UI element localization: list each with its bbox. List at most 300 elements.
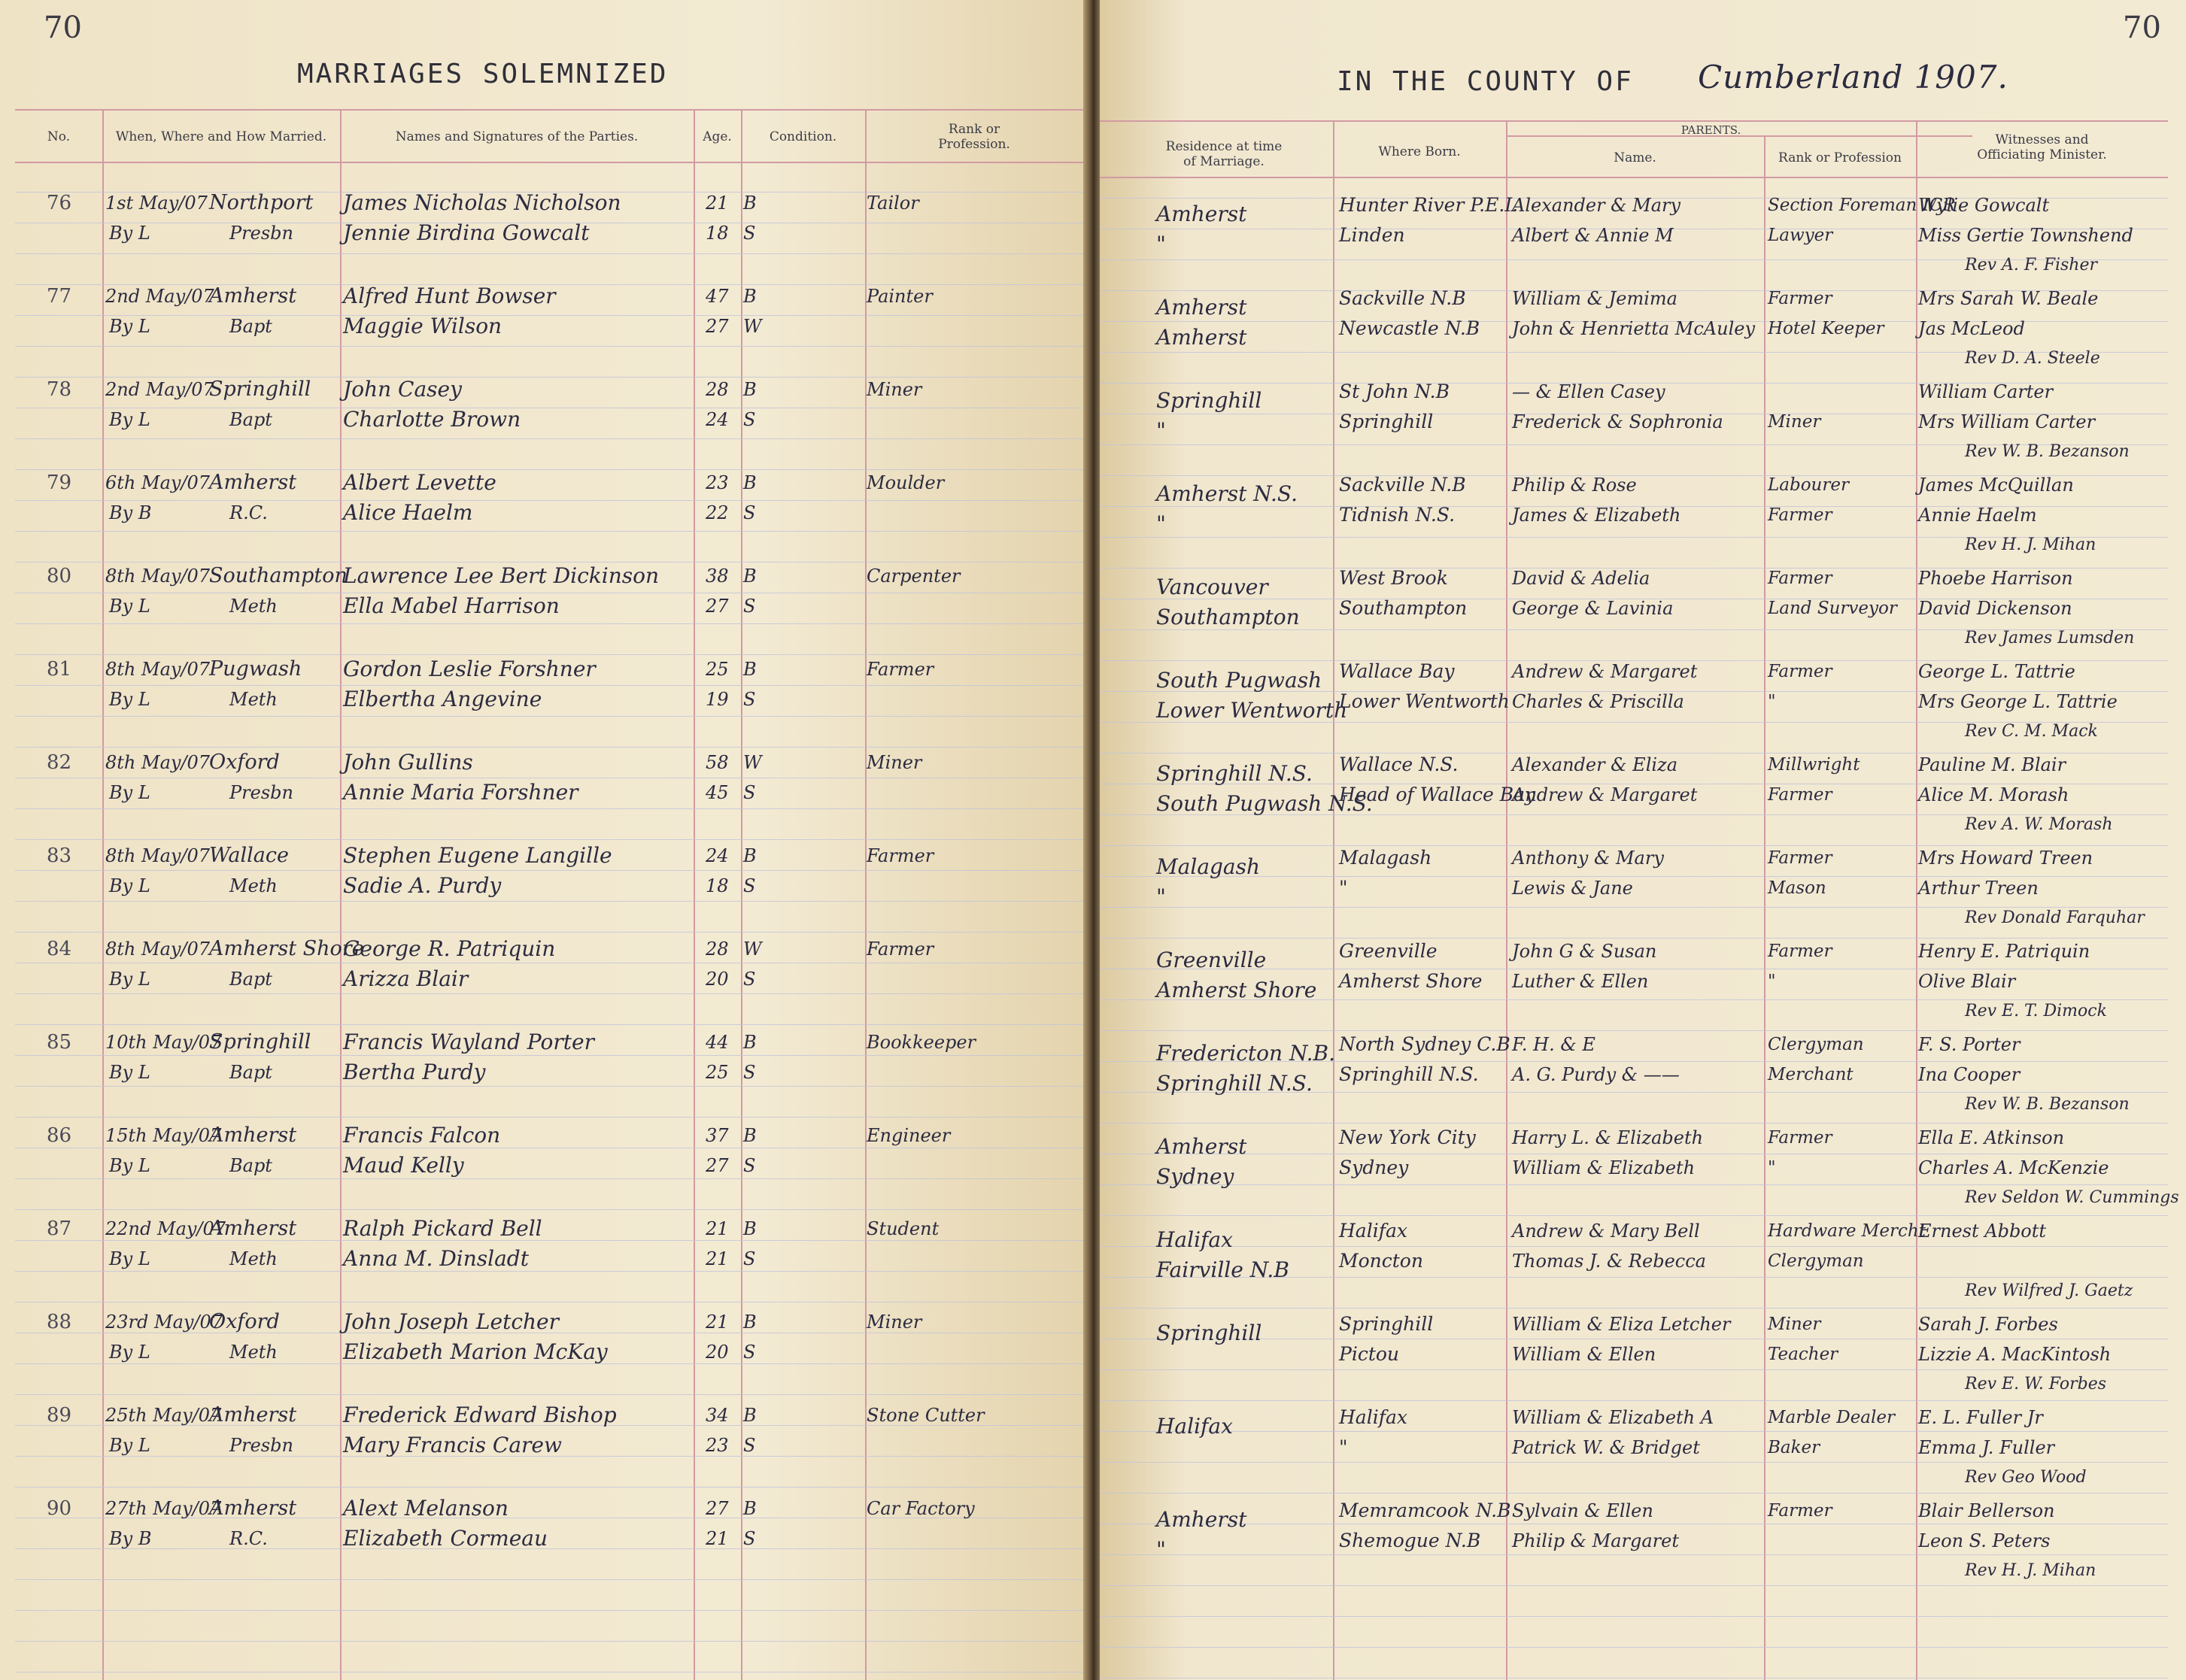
groom-condition: B — [743, 1405, 757, 1426]
bride-age: 27 — [706, 316, 729, 337]
bride-age: 22 — [706, 502, 729, 523]
groom-residence: Springhill — [1156, 388, 1262, 413]
bride-parents: William & Elizabeth — [1512, 1157, 1696, 1178]
groom-condition: B — [743, 379, 757, 400]
denomination: Meth — [229, 1248, 278, 1269]
bride-residence: Southampton — [1156, 605, 1300, 629]
ruled-line — [15, 901, 1083, 902]
header-where-born: Where Born. — [1378, 144, 1461, 159]
groom-name: Stephen Eugene Langille — [343, 843, 612, 868]
bride-birthplace: Pictou — [1339, 1343, 1400, 1365]
officiating-minister: Rev Wilfred J. Gaetz — [1965, 1281, 2133, 1300]
header-bottom-rule — [15, 162, 1083, 163]
groom-condition: W — [743, 939, 762, 960]
groom-birthplace: North Sydney C.B — [1339, 1033, 1510, 1055]
header-parents: PARENTS. — [1680, 123, 1741, 137]
ruled-line — [15, 1271, 1083, 1272]
bride-condition: S — [743, 1155, 756, 1176]
bride-age: 25 — [706, 1062, 729, 1083]
ruled-line — [1100, 1462, 2168, 1463]
ruled-line — [1100, 1554, 2168, 1555]
bride-condition: S — [743, 969, 756, 990]
bride-condition: S — [743, 1342, 756, 1363]
groom-residence: Amherst — [1156, 1134, 1247, 1159]
marriage-place: Amherst — [209, 1497, 297, 1520]
marriage-place: Oxford — [209, 751, 280, 774]
bride-name: Jennie Birdina Gowcalt — [343, 220, 590, 245]
groom-residence: Halifax — [1156, 1227, 1233, 1252]
groom-birthplace: New York City — [1339, 1127, 1476, 1148]
ruled-line — [15, 623, 1083, 624]
groom-father-rank: Farmer — [1768, 848, 1832, 868]
groom-rank: Car Factory — [867, 1498, 975, 1519]
ruled-line — [15, 1610, 1083, 1611]
bride-age: 27 — [706, 596, 729, 617]
groom-rank: Farmer — [867, 845, 934, 866]
bride-condition: S — [743, 409, 756, 430]
col-divider — [102, 109, 104, 1680]
bride-birthplace: " — [1339, 1436, 1348, 1458]
col-divider — [340, 109, 342, 1680]
ruled-line — [15, 1641, 1083, 1642]
witness-2: Alice M. Morash — [1918, 784, 2069, 805]
bride-condition: S — [743, 1528, 756, 1549]
marriage-place: Amherst — [209, 1124, 297, 1147]
ruled-line — [15, 1394, 1083, 1395]
bride-age: 45 — [706, 782, 729, 803]
groom-name: Francis Falcon — [343, 1123, 501, 1148]
ruled-line — [15, 870, 1083, 871]
bride-residence: Fairville N.B — [1156, 1257, 1289, 1282]
ruled-line — [15, 1548, 1083, 1549]
witness-2: Olive Blair — [1918, 971, 2016, 992]
groom-age: 58 — [706, 752, 729, 773]
ruled-line — [1100, 1369, 2168, 1370]
entry-number: 77 — [47, 285, 72, 308]
bride-name: Charlotte Brown — [343, 407, 521, 432]
right-page-title: IN THE COUNTY OF — [1337, 66, 1634, 97]
marriage-date: 2nd May/07 — [105, 379, 214, 400]
marriage-place: Southampton — [209, 564, 348, 587]
marriage-place: Amherst — [209, 471, 297, 494]
bride-father-rank: Land Surveyor — [1768, 599, 1897, 618]
ruled-line — [1100, 1184, 2168, 1185]
ruled-line — [15, 531, 1083, 532]
bride-parents: Patrick W. & Bridget — [1512, 1437, 1700, 1458]
groom-age: 27 — [706, 1498, 729, 1519]
witness-2: Emma J. Fuller — [1918, 1437, 2055, 1458]
groom-condition: B — [743, 1218, 757, 1239]
ruled-line — [15, 377, 1083, 378]
bride-father-rank: Hotel Keeper — [1768, 319, 1884, 338]
witness-1: Mrs Sarah W. Beale — [1918, 288, 2099, 309]
bride-birthplace: Springhill N.S. — [1339, 1063, 1479, 1085]
ruled-line — [15, 1178, 1083, 1179]
officiating-minister: Rev H. J. Mihan — [1965, 535, 2096, 554]
denomination: Bapt — [229, 1062, 272, 1083]
groom-condition: W — [743, 752, 762, 773]
witness-1: William Carter — [1918, 381, 2054, 402]
header-rank — [865, 122, 1083, 152]
bride-residence: Springhill N.S. — [1156, 1071, 1313, 1096]
license-or-banns: By B — [109, 502, 152, 523]
groom-rank: Tailor — [867, 193, 919, 214]
groom-condition: B — [743, 1498, 757, 1519]
witness-1: Ella E. Atkinson — [1918, 1127, 2065, 1148]
groom-age: 47 — [706, 286, 729, 307]
bride-name: Elbertha Angevine — [343, 687, 542, 711]
bride-name: Elizabeth Cormeau — [343, 1526, 548, 1551]
groom-rank: Farmer — [867, 659, 934, 680]
groom-name: Francis Wayland Porter — [343, 1030, 594, 1054]
bride-condition: S — [743, 223, 756, 244]
ruled-line — [15, 1024, 1083, 1025]
ruled-line — [15, 747, 1083, 748]
license-or-banns: By L — [109, 782, 150, 803]
bride-residence: South Pugwash N.S. — [1156, 791, 1373, 816]
header-witnesses-line1: Witnesses and — [1995, 132, 2089, 147]
bride-condition: S — [743, 875, 756, 896]
bride-father-rank: " — [1768, 972, 1776, 991]
bride-birthplace: Shemogue N.B — [1339, 1530, 1481, 1551]
groom-residence: Malagash — [1156, 854, 1261, 879]
groom-birthplace: Sackville N.B — [1339, 287, 1466, 309]
left-page-title: MARRIAGES SOLEMNIZED — [297, 59, 669, 89]
bride-parents: Frederick & Sophronia — [1512, 411, 1723, 432]
officiating-minister: Rev C. M. Mack — [1965, 722, 2098, 741]
bride-parents: George & Lavinia — [1512, 598, 1674, 619]
witness-1: Phoebe Harrison — [1918, 568, 2073, 589]
bride-age: 24 — [706, 409, 729, 430]
bride-birthplace: Moncton — [1339, 1250, 1423, 1272]
ruled-line — [15, 808, 1083, 809]
marriage-date: 15th May/07 — [105, 1125, 222, 1146]
groom-parents: William & Eliza Letcher — [1512, 1314, 1731, 1335]
marriage-date: 8th May/07 — [105, 845, 211, 866]
bride-condition: S — [743, 1062, 756, 1083]
entry-number: 81 — [47, 658, 72, 681]
header-age: Age. — [703, 129, 732, 144]
groom-father-rank: Section Foreman ICR — [1768, 196, 1956, 215]
groom-age: 21 — [706, 193, 729, 214]
groom-parents: Andrew & Mary Bell — [1512, 1221, 1700, 1242]
groom-birthplace: Wallace N.S. — [1339, 754, 1459, 775]
header-when-where-how: When, Where and How Married. — [115, 129, 327, 144]
bride-birthplace: Amherst Shore — [1339, 970, 1483, 992]
bride-residence: " — [1156, 1537, 1166, 1562]
groom-age: 28 — [706, 379, 729, 400]
bride-age: 20 — [706, 969, 729, 990]
bride-condition: S — [743, 689, 756, 710]
bride-name: Sadie A. Purdy — [343, 873, 502, 898]
denomination: Bapt — [229, 1155, 272, 1176]
officiating-minister: Rev W. B. Bezanson — [1965, 442, 2130, 461]
bride-name: Anna M. Dinsladt — [343, 1246, 529, 1271]
license-or-banns: By L — [109, 596, 150, 617]
col-divider — [741, 109, 742, 1680]
bride-father-rank: " — [1768, 1158, 1776, 1178]
witness-1: James McQuillan — [1918, 475, 2074, 496]
bride-parents: A. G. Purdy & —— — [1512, 1064, 1680, 1085]
groom-name: Ralph Pickard Bell — [343, 1216, 542, 1241]
license-or-banns: By L — [109, 689, 150, 710]
bride-father-rank: Lawyer — [1768, 226, 1833, 245]
ruled-line — [1100, 1030, 2168, 1031]
ruled-line — [1100, 1400, 2168, 1401]
license-or-banns: By L — [109, 409, 150, 430]
ruled-line — [15, 1240, 1083, 1241]
groom-name: Albert Levette — [343, 470, 496, 495]
groom-parents: Anthony & Mary — [1512, 848, 1664, 869]
groom-name: John Casey — [343, 377, 462, 402]
witness-1: Pauline M. Blair — [1918, 754, 2066, 775]
witness-2: Annie Haelm — [1918, 505, 2037, 526]
ruled-line — [1100, 1493, 2168, 1494]
groom-name: Alfred Hunt Bowser — [343, 284, 556, 308]
groom-name: Lawrence Lee Bert Dickinson — [343, 563, 660, 588]
ruled-line — [1100, 1647, 2168, 1648]
officiating-minister: Rev A. F. Fisher — [1965, 256, 2097, 274]
header-residence — [1115, 139, 1333, 169]
marriage-date: 8th May/07 — [105, 752, 211, 773]
officiating-minister: Rev Donald Farquhar — [1965, 908, 2145, 927]
entry-number: 79 — [47, 472, 72, 494]
bride-parents: Luther & Ellen — [1512, 971, 1649, 992]
groom-father-rank: Farmer — [1768, 662, 1832, 681]
denomination: Meth — [229, 689, 278, 710]
groom-birthplace: Wallace Bay — [1339, 660, 1455, 682]
groom-condition: B — [743, 1125, 757, 1146]
groom-residence: Greenville — [1156, 948, 1267, 972]
groom-rank: Farmer — [867, 939, 934, 960]
marriage-date: 6th May/07 — [105, 472, 211, 493]
ruled-line — [1100, 1431, 2168, 1432]
groom-father-rank: Farmer — [1768, 289, 1832, 308]
ruled-line — [15, 993, 1083, 994]
license-or-banns: By L — [109, 316, 150, 337]
license-or-banns: By L — [109, 969, 150, 990]
groom-condition: B — [743, 193, 757, 214]
officiating-minister: Rev James Lumsden — [1965, 629, 2135, 647]
ruled-line — [15, 1579, 1083, 1580]
officiating-minister: Rev D. A. Steele — [1965, 349, 2100, 368]
bride-birthplace: Southampton — [1339, 597, 1468, 619]
bride-residence: " — [1156, 511, 1166, 536]
entry-number: 86 — [47, 1124, 72, 1147]
bride-parents: Albert & Annie M — [1512, 225, 1674, 246]
witness-2: Ina Cooper — [1918, 1064, 2021, 1085]
groom-residence: Springhill N.S. — [1156, 761, 1313, 786]
witness-2: Leon S. Peters — [1918, 1530, 2051, 1551]
bride-condition: W — [743, 316, 762, 337]
ruled-line — [1100, 1585, 2168, 1586]
bride-birthplace: " — [1339, 877, 1348, 899]
bride-parents: Lewis & Jane — [1512, 878, 1633, 899]
groom-residence: Amherst — [1156, 295, 1247, 320]
witness-1: Sarah J. Forbes — [1918, 1314, 2058, 1335]
header-residence-line2: of Marriage. — [1183, 154, 1265, 169]
bride-father-rank: " — [1768, 692, 1776, 711]
col-divider — [1333, 120, 1334, 1680]
marriage-date: 2nd May/07 — [105, 286, 214, 307]
entry-number: 83 — [47, 845, 72, 867]
groom-condition: B — [743, 286, 757, 307]
bride-name: Mary Francis Carew — [343, 1433, 562, 1457]
groom-age: 37 — [706, 1125, 729, 1146]
bride-condition: S — [743, 782, 756, 803]
denomination: Presbn — [229, 1435, 293, 1456]
witness-1: George L. Tattrie — [1918, 661, 2075, 682]
col-divider — [1764, 135, 1765, 1680]
ruled-line — [15, 685, 1083, 686]
groom-age: 34 — [706, 1405, 729, 1426]
groom-parents: — & Ellen Casey — [1512, 381, 1665, 402]
groom-parents: John G & Susan — [1512, 941, 1657, 962]
left-page — [0, 0, 1087, 1680]
bride-parents: John & Henrietta McAuley — [1512, 318, 1756, 339]
bride-father-rank: Farmer — [1768, 785, 1832, 805]
groom-birthplace: Malagash — [1339, 847, 1432, 869]
marriage-place: Wallace — [209, 844, 289, 867]
groom-name: James Nicholas Nicholson — [343, 190, 621, 215]
groom-name: George R. Patriquin — [343, 936, 556, 961]
groom-rank: Miner — [867, 379, 922, 400]
denomination: Presbn — [229, 782, 293, 803]
marriage-place: Pugwash — [209, 657, 302, 681]
bride-birthplace: Head of Wallace Bay — [1339, 784, 1536, 805]
entry-number: 89 — [47, 1404, 72, 1427]
bride-residence: Lower Wentworth — [1156, 698, 1348, 723]
groom-father-rank: Farmer — [1768, 1128, 1832, 1148]
groom-age: 28 — [706, 939, 729, 960]
groom-birthplace: Springhill — [1339, 1313, 1434, 1335]
entry-number: 76 — [47, 192, 72, 214]
denomination: R.C. — [229, 1528, 268, 1549]
groom-father-rank: Marble Dealer — [1768, 1408, 1895, 1427]
header-parents-name: Name. — [1614, 150, 1656, 165]
bride-age: 21 — [706, 1248, 729, 1269]
ruled-line — [15, 500, 1083, 501]
bride-name: Elizabeth Marion McKay — [343, 1339, 608, 1364]
groom-residence: Springhill — [1156, 1321, 1262, 1345]
marriage-date: 10th May/07 — [105, 1032, 222, 1053]
bride-father-rank: Farmer — [1768, 505, 1832, 525]
bride-father-rank: Baker — [1768, 1438, 1820, 1457]
groom-name: John Joseph Letcher — [343, 1309, 560, 1334]
groom-birthplace: Greenville — [1339, 940, 1438, 962]
entry-number: 84 — [47, 938, 72, 960]
entry-number: 87 — [47, 1218, 72, 1240]
bride-condition: S — [743, 1435, 756, 1456]
witness-1: E. L. Fuller Jr — [1918, 1407, 2043, 1428]
groom-age: 44 — [706, 1032, 729, 1053]
marriage-date: 25th May/07 — [105, 1405, 222, 1426]
bride-name: Maud Kelly — [343, 1153, 464, 1178]
license-or-banns: By L — [109, 1248, 150, 1269]
witness-2: Arthur Treen — [1918, 878, 2039, 899]
witness-2: Charles A. McKenzie — [1918, 1157, 2109, 1178]
groom-name: John Gullins — [343, 750, 473, 775]
groom-condition: B — [743, 472, 757, 493]
denomination: Bapt — [229, 969, 272, 990]
groom-birthplace: St John N.B — [1339, 381, 1450, 402]
bride-parents: William & Ellen — [1512, 1344, 1656, 1365]
license-or-banns: By L — [109, 875, 150, 896]
groom-parents: Alexander & Mary — [1512, 195, 1681, 216]
license-or-banns: By L — [109, 223, 150, 244]
header-rank-line2: Profession. — [938, 137, 1010, 152]
license-or-banns: By L — [109, 1155, 150, 1176]
groom-father-rank: Millwright — [1768, 755, 1860, 775]
entry-number: 80 — [47, 565, 72, 587]
bride-residence: Amherst — [1156, 325, 1247, 350]
groom-rank: Miner — [867, 1312, 922, 1333]
header-top-rule — [1100, 120, 2168, 122]
bride-birthplace: Linden — [1339, 224, 1405, 246]
right-page-county: Cumberland 1907. — [1698, 59, 2008, 96]
witness-2: Mrs William Carter — [1918, 411, 2096, 432]
ruled-line — [15, 562, 1083, 563]
bride-parents: Andrew & Margaret — [1512, 784, 1698, 805]
groom-parents: Alexander & Eliza — [1512, 754, 1677, 775]
bride-birthplace: Sydney — [1339, 1157, 1409, 1178]
bride-birthplace: Tidnish N.S. — [1339, 504, 1456, 526]
ruled-line — [15, 1055, 1083, 1056]
bride-residence: " — [1156, 232, 1166, 256]
groom-condition: B — [743, 1032, 757, 1053]
bride-birthplace: Springhill — [1339, 411, 1434, 432]
marriage-place: Amherst Shore — [209, 937, 364, 960]
groom-residence: Vancouver — [1156, 575, 1268, 599]
groom-birthplace: Halifax — [1339, 1406, 1407, 1428]
marriage-date: 22nd May/07 — [105, 1218, 226, 1239]
license-or-banns: By B — [109, 1528, 152, 1549]
header-parents-rank: Rank or Profession — [1778, 150, 1902, 165]
license-or-banns: By L — [109, 1062, 150, 1083]
groom-father-rank: Clergyman — [1768, 1035, 1864, 1054]
groom-birthplace: Halifax — [1339, 1220, 1407, 1242]
bride-age: 20 — [706, 1342, 729, 1363]
marriage-date: 1st May/07 — [105, 193, 208, 214]
groom-birthplace: Hunter River P.E.I. — [1339, 194, 1519, 216]
groom-parents: Andrew & Margaret — [1512, 661, 1698, 682]
ruled-line — [1100, 938, 2168, 939]
ruled-line — [15, 346, 1083, 347]
groom-rank: Moulder — [867, 472, 945, 493]
groom-father-rank: Farmer — [1768, 1501, 1832, 1521]
header-names: Names and Signatures of the Parties. — [395, 129, 639, 144]
bride-name: Ella Mabel Harrison — [343, 593, 560, 618]
groom-parents: William & Elizabeth A — [1512, 1407, 1714, 1428]
ruled-line — [15, 438, 1083, 439]
ruled-line — [15, 1086, 1083, 1087]
ruled-line — [1100, 1246, 2168, 1247]
groom-birthplace: West Brook — [1339, 567, 1448, 589]
bride-birthplace: Lower Wentworth — [1339, 690, 1510, 712]
header-condition: Condition. — [769, 129, 837, 144]
groom-age: 21 — [706, 1218, 729, 1239]
groom-name: Alext Melanson — [343, 1496, 509, 1521]
entry-number: 82 — [47, 751, 72, 774]
bride-condition: S — [743, 1248, 756, 1269]
col-divider — [694, 109, 695, 1680]
entry-number: 85 — [47, 1031, 72, 1054]
marriage-place: Springhill — [209, 1030, 311, 1054]
groom-condition: B — [743, 566, 757, 587]
groom-age: 25 — [706, 659, 729, 680]
marriage-place: Amherst — [209, 1217, 297, 1240]
marriage-date: 27th May/07 — [105, 1498, 222, 1519]
